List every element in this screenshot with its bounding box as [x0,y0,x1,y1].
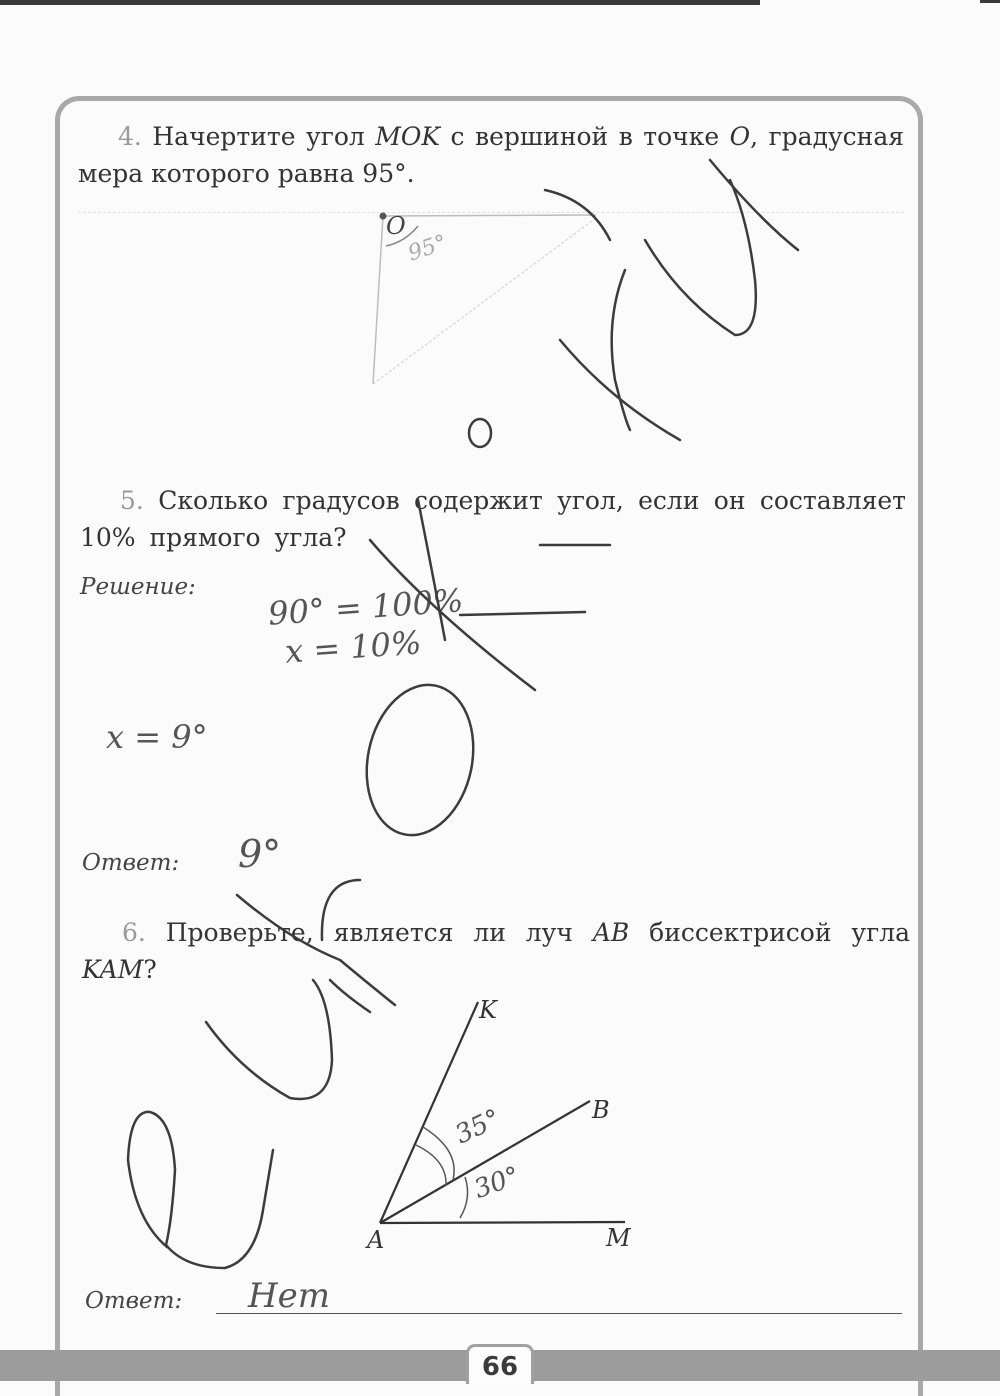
solution-line-1: 90° = 100% [266,581,465,633]
solution-line-2: x = 10% [283,623,423,671]
angle-name: MOK [375,122,441,151]
ray-name: AB [592,918,630,947]
answer-value-5: 9° [238,832,282,876]
angle-35-label: 35° [450,1103,506,1151]
task-6-text: 6. Проверьте, является ли луч AB биссектрисой угла KAM? [82,918,910,984]
solution-label: Решение: [80,574,196,600]
answer-label-6: Ответ: [85,1288,183,1314]
angle-95-label: 95° [405,230,450,267]
point-B: B [592,1096,610,1124]
task-4-text: 4. Начертите угол MOK с вершиной в точке O, градусная мера которого равна 95°. [78,122,905,188]
answer-label-5: Ответ: [82,850,180,876]
point-M: M [606,1224,631,1252]
task-5-text: 5. Сколько градусов содержит угол, если он составляет 10% прямого угла? [80,486,906,552]
task-6-number: 6. [122,918,146,947]
vertex-label-O: O [386,212,406,240]
angle-name-kam: KAM [82,955,144,984]
solution-result: x = 9° [106,718,208,756]
point-K: K [479,996,497,1024]
task-5-number: 5. [120,486,144,515]
vertex-name: O [729,122,751,151]
answer-value-6: Нет [248,1276,331,1316]
task-4-number: 4. [118,122,142,151]
page-number: 66 [466,1344,534,1384]
angle-30-label: 30° [470,1161,524,1205]
point-A: A [367,1226,385,1254]
